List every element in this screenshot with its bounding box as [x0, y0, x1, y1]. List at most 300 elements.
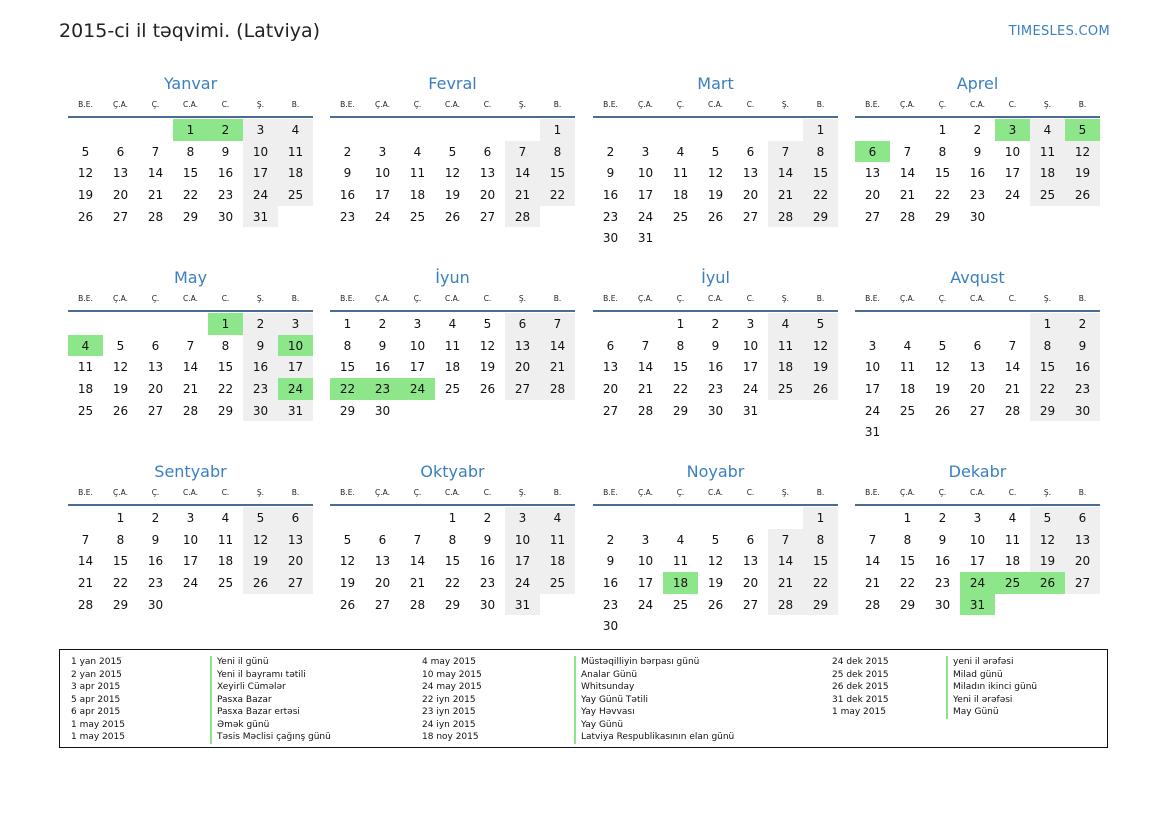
- header-rule: [855, 504, 1100, 506]
- day-cell: 1: [938, 122, 947, 137]
- weekday-label: B.: [1078, 488, 1087, 497]
- day-cell: 7: [868, 532, 877, 547]
- holiday-day-cell: 3: [995, 119, 1030, 141]
- weekday-label: Ş.: [1043, 100, 1052, 109]
- empty-cell: [890, 313, 925, 335]
- weekday-label: C.: [746, 488, 755, 497]
- empty-cell: [698, 507, 733, 529]
- weekday-label: C.: [221, 100, 230, 109]
- weekday-label: Ç.: [938, 100, 947, 109]
- weekday-label: Ş.: [518, 294, 527, 303]
- weekday-header: [68, 98, 313, 112]
- legend-dates-col-2: [422, 656, 482, 744]
- weekday-label: Ç.: [938, 488, 947, 497]
- day-cell: 8: [803, 141, 838, 163]
- day-cell: 3: [186, 510, 195, 525]
- day-cell: 24: [637, 597, 654, 612]
- day-cell: 11: [899, 360, 916, 375]
- day-cell: 22: [899, 575, 916, 590]
- day-grid: [330, 313, 575, 421]
- holiday-day-cell: 4: [68, 335, 103, 357]
- header-rule: [68, 310, 313, 312]
- day-cell: 23: [339, 209, 356, 224]
- day-cell: 13: [147, 360, 164, 375]
- day-cell: 4: [768, 313, 803, 335]
- day-cell: 9: [221, 144, 230, 159]
- day-cell: 16: [602, 575, 619, 590]
- day-cell: 23: [479, 575, 496, 590]
- day-cell: 1: [803, 507, 838, 529]
- day-cell: 23: [217, 187, 234, 202]
- day-grid: [593, 507, 838, 637]
- weekday-label: C.: [746, 100, 755, 109]
- legend-holiday-name: Pasxa Bazar ertəsi: [210, 706, 331, 719]
- day-cell: 9: [973, 144, 982, 159]
- day-cell: 5: [711, 532, 720, 547]
- day-cell: 27: [505, 378, 540, 400]
- day-cell: 5: [243, 507, 278, 529]
- day-cell: 6: [505, 313, 540, 335]
- day-cell: 14: [540, 335, 575, 357]
- empty-cell: [663, 119, 698, 141]
- legend-holiday-name: Analar Günü: [574, 669, 734, 682]
- day-cell: 13: [1065, 529, 1100, 551]
- day-cell: 21: [768, 572, 803, 594]
- day-cell: 7: [1008, 338, 1017, 353]
- day-cell: 20: [374, 575, 391, 590]
- empty-cell: [505, 119, 540, 141]
- day-cell: 29: [803, 206, 838, 228]
- day-cell: 25: [672, 209, 689, 224]
- day-cell: 28: [899, 209, 916, 224]
- weekday-label: Ç.: [676, 100, 685, 109]
- day-cell: 27: [278, 572, 313, 594]
- day-cell: 15: [803, 162, 838, 184]
- legend-date: 24 iyn 2015: [422, 719, 476, 730]
- day-cell: 24: [243, 184, 278, 206]
- legend-holiday-name: Xeyirli Cümələr: [210, 681, 331, 694]
- day-cell: 27: [147, 403, 164, 418]
- day-cell: 20: [864, 187, 881, 202]
- day-cell: 4: [676, 532, 685, 547]
- weekday-label: Ç.A.: [899, 294, 915, 303]
- day-cell: 28: [1004, 403, 1021, 418]
- legend-holiday-name: Whitsunday: [574, 681, 734, 694]
- day-cell: 22: [182, 187, 199, 202]
- month-name: İyun: [435, 268, 470, 287]
- day-cell: 7: [768, 529, 803, 551]
- day-cell: 19: [444, 187, 461, 202]
- weekday-label: C.: [1008, 100, 1017, 109]
- day-cell: 11: [672, 554, 689, 569]
- day-grid: [593, 119, 838, 249]
- day-cell: 18: [409, 187, 426, 202]
- day-cell: 25: [77, 403, 94, 418]
- weekday-label: Ç.A.: [899, 100, 915, 109]
- day-cell: 2: [606, 144, 615, 159]
- day-cell: 12: [444, 166, 461, 181]
- day-cell: 16: [374, 360, 391, 375]
- legend-date: 24 dek 2015: [832, 657, 889, 667]
- legend-date: 10 may 2015: [422, 669, 482, 680]
- day-cell: 3: [413, 316, 422, 331]
- day-cell: 6: [378, 532, 387, 547]
- day-cell: 29: [899, 597, 916, 612]
- weekday-label: C.: [221, 488, 230, 497]
- day-cell: 14: [768, 162, 803, 184]
- day-cell: 6: [746, 532, 755, 547]
- day-cell: 19: [1065, 162, 1100, 184]
- day-cell: 8: [938, 144, 947, 159]
- day-cell: 7: [151, 144, 160, 159]
- empty-cell: [768, 507, 803, 529]
- day-cell: 10: [243, 141, 278, 163]
- day-cell: 12: [1065, 141, 1100, 163]
- header-rule: [330, 116, 575, 118]
- month-block: [330, 73, 575, 227]
- day-cell: 29: [217, 403, 234, 418]
- day-cell: 11: [1004, 532, 1021, 547]
- day-cell: 6: [116, 144, 125, 159]
- day-cell: 18: [217, 554, 234, 569]
- day-cell: 6: [151, 338, 160, 353]
- day-cell: 23: [147, 575, 164, 590]
- day-cell: 22: [803, 184, 838, 206]
- day-cell: 2: [711, 316, 720, 331]
- day-cell: 19: [77, 187, 94, 202]
- day-cell: 10: [1004, 144, 1021, 159]
- weekday-label: Ş.: [518, 488, 527, 497]
- day-cell: 29: [182, 209, 199, 224]
- empty-cell: [400, 507, 435, 529]
- weekday-label: Ç.A.: [112, 294, 128, 303]
- day-cell: 19: [112, 381, 129, 396]
- weekday-label: Ç.A.: [899, 488, 915, 497]
- month-block: [593, 73, 838, 249]
- weekday-header: [330, 292, 575, 306]
- day-cell: 11: [409, 166, 426, 181]
- day-cell: 17: [243, 162, 278, 184]
- weekday-label: Ç.A.: [374, 100, 390, 109]
- day-grid: [593, 313, 838, 421]
- legend-date: 26 dek 2015: [832, 682, 889, 692]
- day-cell: 1: [448, 510, 457, 525]
- day-cell: 16: [969, 166, 986, 181]
- day-cell: 2: [606, 532, 615, 547]
- weekday-label: B.: [1078, 100, 1087, 109]
- day-cell: 11: [217, 532, 234, 547]
- day-cell: 21: [182, 381, 199, 396]
- day-cell: 19: [339, 575, 356, 590]
- day-cell: 17: [637, 187, 654, 202]
- day-cell: 9: [243, 335, 278, 357]
- day-cell: 26: [339, 597, 356, 612]
- day-cell: 21: [77, 575, 94, 590]
- weekday-header: [330, 98, 575, 112]
- month-block: [330, 267, 575, 421]
- day-cell: 11: [444, 338, 461, 353]
- day-cell: 15: [339, 360, 356, 375]
- day-cell: 10: [182, 532, 199, 547]
- day-cell: 27: [1065, 572, 1100, 594]
- day-cell: 19: [707, 575, 724, 590]
- day-cell: 26: [479, 381, 496, 396]
- day-cell: 1: [803, 119, 838, 141]
- holiday-day-cell: 31: [960, 594, 995, 616]
- day-cell: 11: [540, 529, 575, 551]
- day-cell: 6: [483, 144, 492, 159]
- day-cell: 15: [444, 554, 461, 569]
- day-cell: 21: [768, 184, 803, 206]
- month-name: Dekabr: [948, 462, 1007, 481]
- day-cell: 27: [602, 403, 619, 418]
- day-cell: 25: [899, 403, 916, 418]
- day-cell: 17: [374, 187, 391, 202]
- day-cell: 16: [1065, 356, 1100, 378]
- weekday-label: Ç.A.: [637, 100, 653, 109]
- weekday-label: Ş.: [518, 100, 527, 109]
- day-cell: 8: [540, 141, 575, 163]
- day-cell: 17: [864, 381, 881, 396]
- legend-holiday-name: Yeni il ərəfəsi: [946, 694, 1037, 707]
- weekday-label: B.: [291, 294, 300, 303]
- day-cell: 18: [1004, 554, 1021, 569]
- day-cell: 22: [540, 184, 575, 206]
- empty-cell: [698, 119, 733, 141]
- day-cell: 30: [602, 231, 619, 246]
- day-cell: 7: [413, 532, 422, 547]
- holiday-day-cell: 24: [278, 378, 313, 400]
- day-cell: 13: [742, 166, 759, 181]
- empty-cell: [103, 313, 138, 335]
- weekday-label: C.A.: [707, 488, 723, 497]
- day-cell: 18: [444, 360, 461, 375]
- day-cell: 5: [116, 338, 125, 353]
- empty-cell: [960, 313, 995, 335]
- brand-link[interactable]: TIMESLES.COM: [1008, 24, 1110, 39]
- header-rule: [330, 310, 575, 312]
- day-cell: 2: [343, 144, 352, 159]
- legend-holiday-name: Yay Həvvası: [574, 706, 734, 719]
- holiday-day-cell: 23: [365, 378, 400, 400]
- weekday-label: Ç.A.: [112, 488, 128, 497]
- legend-date: 23 iyn 2015: [422, 707, 476, 717]
- day-cell: 9: [151, 532, 160, 547]
- day-cell: 14: [768, 550, 803, 572]
- legend-date: 5 apr 2015: [71, 694, 121, 705]
- legend-dates-col-1: [71, 656, 125, 744]
- day-cell: 26: [1065, 184, 1100, 206]
- day-cell: 14: [409, 554, 426, 569]
- day-cell: 9: [711, 338, 720, 353]
- legend-names-col-1: [210, 656, 331, 744]
- weekday-label: C.A.: [182, 100, 198, 109]
- header-rule: [68, 504, 313, 506]
- day-cell: 13: [505, 335, 540, 357]
- empty-cell: [68, 313, 103, 335]
- day-cell: 25: [672, 597, 689, 612]
- day-cell: 5: [938, 338, 947, 353]
- day-cell: 14: [147, 166, 164, 181]
- weekday-label: Ç.: [676, 294, 685, 303]
- day-cell: 3: [641, 532, 650, 547]
- legend-date: 25 dek 2015: [832, 669, 889, 680]
- day-cell: 2: [938, 510, 947, 525]
- weekday-label: Ç.A.: [374, 294, 390, 303]
- day-cell: 7: [903, 144, 912, 159]
- day-cell: 29: [672, 403, 689, 418]
- day-cell: 4: [676, 144, 685, 159]
- day-cell: 17: [1004, 166, 1021, 181]
- weekday-label: B.E.: [78, 294, 93, 303]
- month-block: [330, 461, 575, 615]
- empty-cell: [330, 507, 365, 529]
- legend-date: 22 iyn 2015: [422, 694, 476, 705]
- month-name: Sentyabr: [154, 462, 227, 481]
- day-cell: 8: [1030, 335, 1065, 357]
- day-cell: 20: [278, 550, 313, 572]
- weekday-label: C.: [221, 294, 230, 303]
- day-cell: 24: [1004, 187, 1021, 202]
- day-cell: 19: [934, 381, 951, 396]
- day-cell: 30: [1065, 400, 1100, 422]
- day-cell: 22: [803, 572, 838, 594]
- day-cell: 16: [479, 554, 496, 569]
- day-cell: 6: [973, 338, 982, 353]
- empty-cell: [173, 313, 208, 335]
- day-cell: 7: [540, 313, 575, 335]
- day-cell: 25: [409, 209, 426, 224]
- day-cell: 15: [934, 166, 951, 181]
- day-cell: 23: [934, 575, 951, 590]
- day-grid: [68, 119, 313, 227]
- day-cell: 8: [221, 338, 230, 353]
- day-cell: 12: [77, 166, 94, 181]
- day-cell: 8: [116, 532, 125, 547]
- day-cell: 13: [278, 529, 313, 551]
- day-cell: 3: [278, 313, 313, 335]
- day-cell: 13: [742, 554, 759, 569]
- day-cell: 26: [803, 378, 838, 400]
- empty-cell: [138, 313, 173, 335]
- day-cell: 3: [378, 144, 387, 159]
- empty-cell: [628, 507, 663, 529]
- weekday-label: B.: [1078, 294, 1087, 303]
- weekday-label: Ç.: [151, 488, 160, 497]
- day-cell: 7: [81, 532, 90, 547]
- weekday-header: [593, 98, 838, 112]
- day-cell: 9: [1065, 335, 1100, 357]
- day-cell: 27: [742, 597, 759, 612]
- day-cell: 17: [409, 360, 426, 375]
- day-cell: 23: [707, 381, 724, 396]
- month-block: [855, 461, 1100, 615]
- day-cell: 29: [803, 594, 838, 616]
- day-cell: 18: [77, 381, 94, 396]
- day-cell: 17: [742, 360, 759, 375]
- weekday-label: B.: [291, 488, 300, 497]
- weekday-label: B.E.: [78, 488, 93, 497]
- legend-holiday-name: Yay Günü: [574, 719, 734, 732]
- day-cell: 31: [742, 403, 759, 418]
- day-cell: 19: [243, 550, 278, 572]
- month-block: [855, 267, 1100, 443]
- day-cell: 29: [444, 597, 461, 612]
- day-cell: 12: [112, 360, 129, 375]
- day-cell: 3: [868, 338, 877, 353]
- weekday-label: B.E.: [340, 100, 355, 109]
- empty-cell: [768, 119, 803, 141]
- day-cell: 29: [934, 209, 951, 224]
- holiday-day-cell: 25: [995, 572, 1030, 594]
- day-cell: 22: [672, 381, 689, 396]
- day-cell: 28: [768, 594, 803, 616]
- day-cell: 21: [540, 356, 575, 378]
- day-cell: 11: [768, 335, 803, 357]
- day-cell: 30: [969, 209, 986, 224]
- day-cell: 8: [903, 532, 912, 547]
- weekday-label: B.E.: [340, 488, 355, 497]
- day-cell: 13: [112, 166, 129, 181]
- day-cell: 23: [602, 597, 619, 612]
- day-cell: 30: [602, 619, 619, 634]
- day-cell: 24: [637, 209, 654, 224]
- day-cell: 28: [505, 206, 540, 228]
- day-cell: 5: [343, 532, 352, 547]
- day-cell: 20: [742, 575, 759, 590]
- legend-holiday-name: yeni il ərəfəsi: [946, 656, 1037, 669]
- weekday-header: [593, 292, 838, 306]
- day-cell: 1: [540, 119, 575, 141]
- empty-cell: [855, 507, 890, 529]
- day-cell: 24: [864, 403, 881, 418]
- month-name: Aprel: [956, 74, 999, 93]
- month-name: Mart: [697, 74, 734, 93]
- empty-cell: [663, 507, 698, 529]
- legend-date: 2 yan 2015: [71, 669, 122, 680]
- day-cell: 24: [374, 209, 391, 224]
- month-block: [68, 267, 313, 421]
- day-cell: 19: [479, 360, 496, 375]
- header-rule: [593, 310, 838, 312]
- weekday-label: B.: [553, 100, 562, 109]
- day-cell: 23: [1065, 378, 1100, 400]
- weekday-label: Ş.: [1043, 488, 1052, 497]
- month-block: [593, 461, 838, 637]
- day-cell: 22: [112, 575, 129, 590]
- day-cell: 3: [505, 507, 540, 529]
- day-cell: 22: [444, 575, 461, 590]
- legend-date: 1 may 2015: [71, 719, 125, 730]
- day-cell: 15: [540, 162, 575, 184]
- day-cell: 16: [217, 166, 234, 181]
- empty-cell: [138, 119, 173, 141]
- day-cell: 18: [1030, 162, 1065, 184]
- weekday-label: Ş.: [781, 488, 790, 497]
- day-grid: [330, 507, 575, 615]
- legend-date: 1 yan 2015: [71, 657, 122, 667]
- day-cell: 28: [540, 378, 575, 400]
- empty-cell: [890, 119, 925, 141]
- month-block: [593, 267, 838, 421]
- day-cell: 16: [934, 554, 951, 569]
- weekday-label: Ş.: [781, 294, 790, 303]
- day-cell: 20: [479, 187, 496, 202]
- day-cell: 17: [969, 554, 986, 569]
- day-cell: 19: [707, 187, 724, 202]
- day-cell: 5: [81, 144, 90, 159]
- weekday-label: B.: [291, 100, 300, 109]
